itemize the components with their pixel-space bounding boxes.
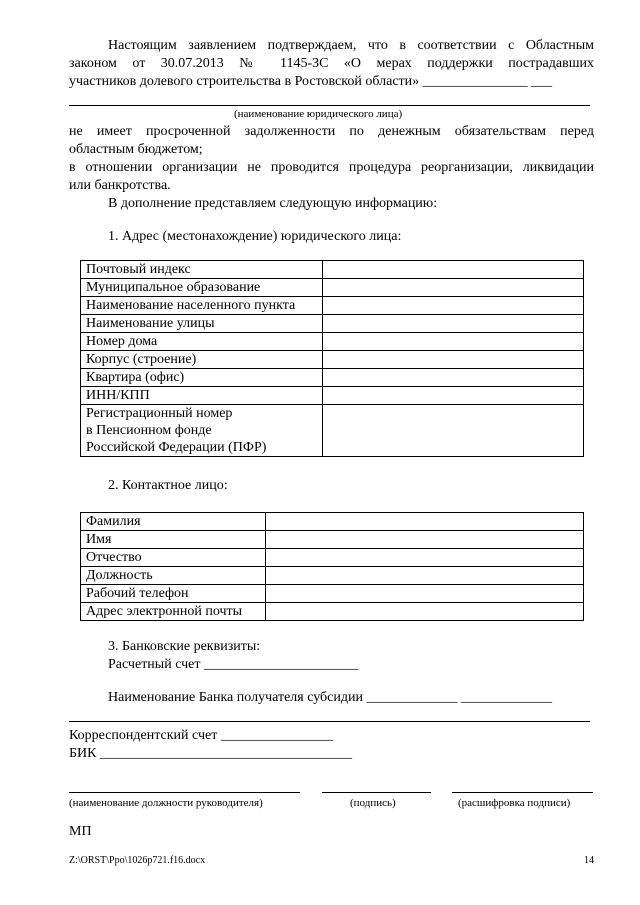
intro-line-1: Настоящим заявлением подтверждаем, что в соответствии с Областным [108,38,594,53]
inn-kpp-field[interactable] [323,387,584,405]
row-label: Наименование населенного пункта [81,297,323,315]
name-caption: (расшифровка подписи) [458,797,571,809]
intro-line-3: участников долевого строительства в Ростовской области» _______________ ___ [69,74,553,89]
statements [69,123,594,213]
work-phone-field[interactable] [266,585,584,603]
row-label: Муниципальное образование [81,279,323,297]
row-label: Корпус (строение) [81,351,323,369]
bik-field[interactable]: БИК ____________________________________ [69,746,352,761]
table-row [81,567,584,585]
row-label: Адрес электронной почты [81,603,266,621]
table-row [81,261,584,279]
municipality-field[interactable] [323,279,584,297]
table-row [81,549,584,567]
row-label [81,405,323,457]
signature-line[interactable] [322,792,431,793]
table-row [81,297,584,315]
table-row [81,531,584,549]
contact-table [80,512,584,621]
surname-field[interactable] [266,513,584,531]
table-row [81,351,584,369]
address-table [80,260,584,457]
statement-2-line-1: в отношении организации не проводится процедура реорганизации, ликвидации [69,160,594,175]
entity-name-caption: (наименование юридического лица) [234,108,403,120]
bank-name-line[interactable] [69,721,590,722]
entity-name-line[interactable] [69,105,590,106]
row-label: Должность [81,567,266,585]
row-label: Номер дома [81,333,323,351]
statement-3: В дополнение представляем следующую информацию: [108,196,438,211]
table-row [81,405,584,457]
row-label: Наименование улицы [81,315,323,333]
postal-code-field[interactable] [323,261,584,279]
bank-details [108,638,358,674]
statement-2-line-2: или банкротства. [69,178,171,193]
apartment-field[interactable] [323,369,584,387]
account-field[interactable]: Расчетный счет ______________________ [108,657,359,672]
row-label: Квартира (офис) [81,369,323,387]
intro-paragraph [69,37,594,91]
stamp-label: МП [69,824,92,839]
section-2-title: 2. Контактное лицо: [108,478,228,493]
bank-name-field[interactable]: Наименование Банка получателя субсидии _____________ _____________ [108,690,552,705]
pfr-label-line: в Пенсионном фонде [86,423,212,438]
table-row [81,279,584,297]
signature-caption: (подпись) [350,797,396,809]
file-path: Z:\ORST\Ppo\1026p721.f16.docx [69,855,206,866]
bank-codes [69,727,352,763]
pfr-label-line: Регистрационный номер [86,406,233,421]
pfr-label-line: Российской Федерации (ПФР) [86,440,267,455]
position-field[interactable] [266,567,584,585]
row-label: ИНН/КПП [81,387,323,405]
section-3-title: 3. Банковские реквизиты: [108,639,261,654]
row-label: Рабочий телефон [81,585,266,603]
page-number: 14 [584,855,594,866]
table-row [81,315,584,333]
settlement-field[interactable] [323,297,584,315]
row-label: Имя [81,531,266,549]
section-1-title: 1. Адрес (местонахождение) юридического лица: [108,229,402,244]
statement-1-line-2: областным бюджетом; [69,142,203,157]
email-field[interactable] [266,603,584,621]
corr-account-field[interactable]: Корреспондентский счет ________________ [69,728,333,743]
house-number-field[interactable] [323,333,584,351]
pfr-number-field[interactable] [323,405,584,457]
statement-1-line-1: не имеет просроченной задолженности по денежным обязательствам перед [69,124,594,139]
table-row [81,513,584,531]
table-row [81,585,584,603]
row-label: Фамилия [81,513,266,531]
table-row [81,333,584,351]
row-label: Отчество [81,549,266,567]
street-field[interactable] [323,315,584,333]
intro-line-2: законом от 30.07.2013 № 1145-ЗС «О мерах поддержки пострадавших [69,56,594,71]
table-row [81,387,584,405]
position-caption: (наименование должности руководителя) [69,797,263,809]
patronymic-field[interactable] [266,549,584,567]
first-name-field[interactable] [266,531,584,549]
row-label: Почтовый индекс [81,261,323,279]
table-row [81,369,584,387]
name-signature-line[interactable] [452,792,593,793]
building-field[interactable] [323,351,584,369]
table-row [81,603,584,621]
position-signature-line[interactable] [69,792,300,793]
